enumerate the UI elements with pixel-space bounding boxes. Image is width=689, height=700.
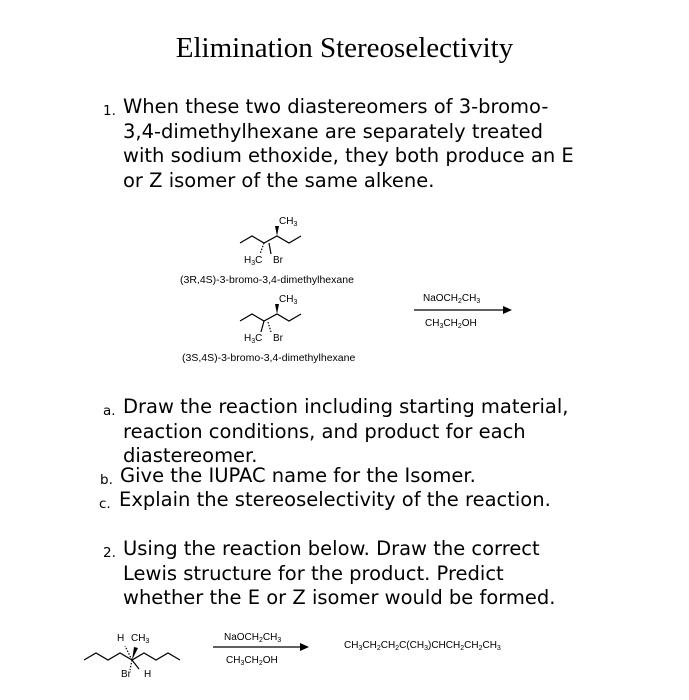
question-2-text: Using the reaction below. Draw the correct Lewis structure for the product. Predict whether the E or Z isomer would be formed. [123, 537, 556, 609]
part-a-letter: a. [103, 403, 116, 419]
molecule-1-skeleton [240, 236, 301, 254]
molecule-1-br-label: Br [273, 255, 283, 266]
part-a-text: Draw the reaction including starting material, reaction conditions, and product for each diastereomer. [123, 395, 569, 467]
part-b-letter: b. [100, 472, 113, 488]
reagent-1-solvent: $CH_3CH_2OH$ [425, 318, 477, 330]
question-2-number: 2. [103, 545, 116, 561]
molecule-1-ch3-label: $CH_3$ [279, 216, 298, 228]
part-a [103, 395, 569, 469]
reagent-2-solvent: $CH_3CH_2OH$ [226, 655, 278, 667]
molecule-1-name: (3R,4S)-3-bromo-3,4-dimethylhexane [180, 274, 354, 286]
question-1-text: When these two diastereomers of 3-bromo- 3,4-dimethylhexane are separately treated with sodium ethoxide, they both produce an E or Z isomer of the same alkene. [123, 95, 574, 192]
molecule-3-br-label: Br [121, 669, 131, 680]
reagent-2-base: $NaOCH_2CH_3$ [224, 632, 282, 644]
molecule-1-h3c-label: $H_3C$ [244, 255, 263, 267]
molecule-3-h-label: H [117, 633, 125, 644]
question-1-number: 1. [103, 103, 116, 119]
molecule-2-br-label: Br [273, 333, 283, 344]
part-b [100, 464, 476, 489]
molecule-3-h2-label: H [144, 669, 152, 680]
part-c [99, 488, 551, 513]
molecule-2-skeleton [240, 314, 301, 332]
molecule-2-name: (3S,4S)-3-bromo-3,4-dimethylhexane [182, 352, 356, 364]
product-2-formula: $CH_3CH_2CH_2C(CH_3)CHCH_2CH_2CH_3$ [344, 640, 501, 652]
molecule-2-ch3-label: $CH_3$ [279, 294, 298, 306]
page-title: Elimination Stereoselectivity [175, 32, 514, 64]
molecule-2-h3c-label: $H_3C$ [244, 333, 263, 345]
molecule-3-skeleton [84, 646, 180, 670]
question-2 [103, 537, 556, 611]
molecule-3-ch3-label: $CH_3$ [131, 633, 150, 645]
part-c-text: Explain the stereoselectivity of the reaction. [119, 488, 551, 511]
reagent-1-base: $NaOCH_2CH_3$ [423, 293, 481, 305]
part-b-text: Give the IUPAC name for the Isomer. [120, 464, 476, 487]
part-c-letter: c. [99, 496, 111, 512]
